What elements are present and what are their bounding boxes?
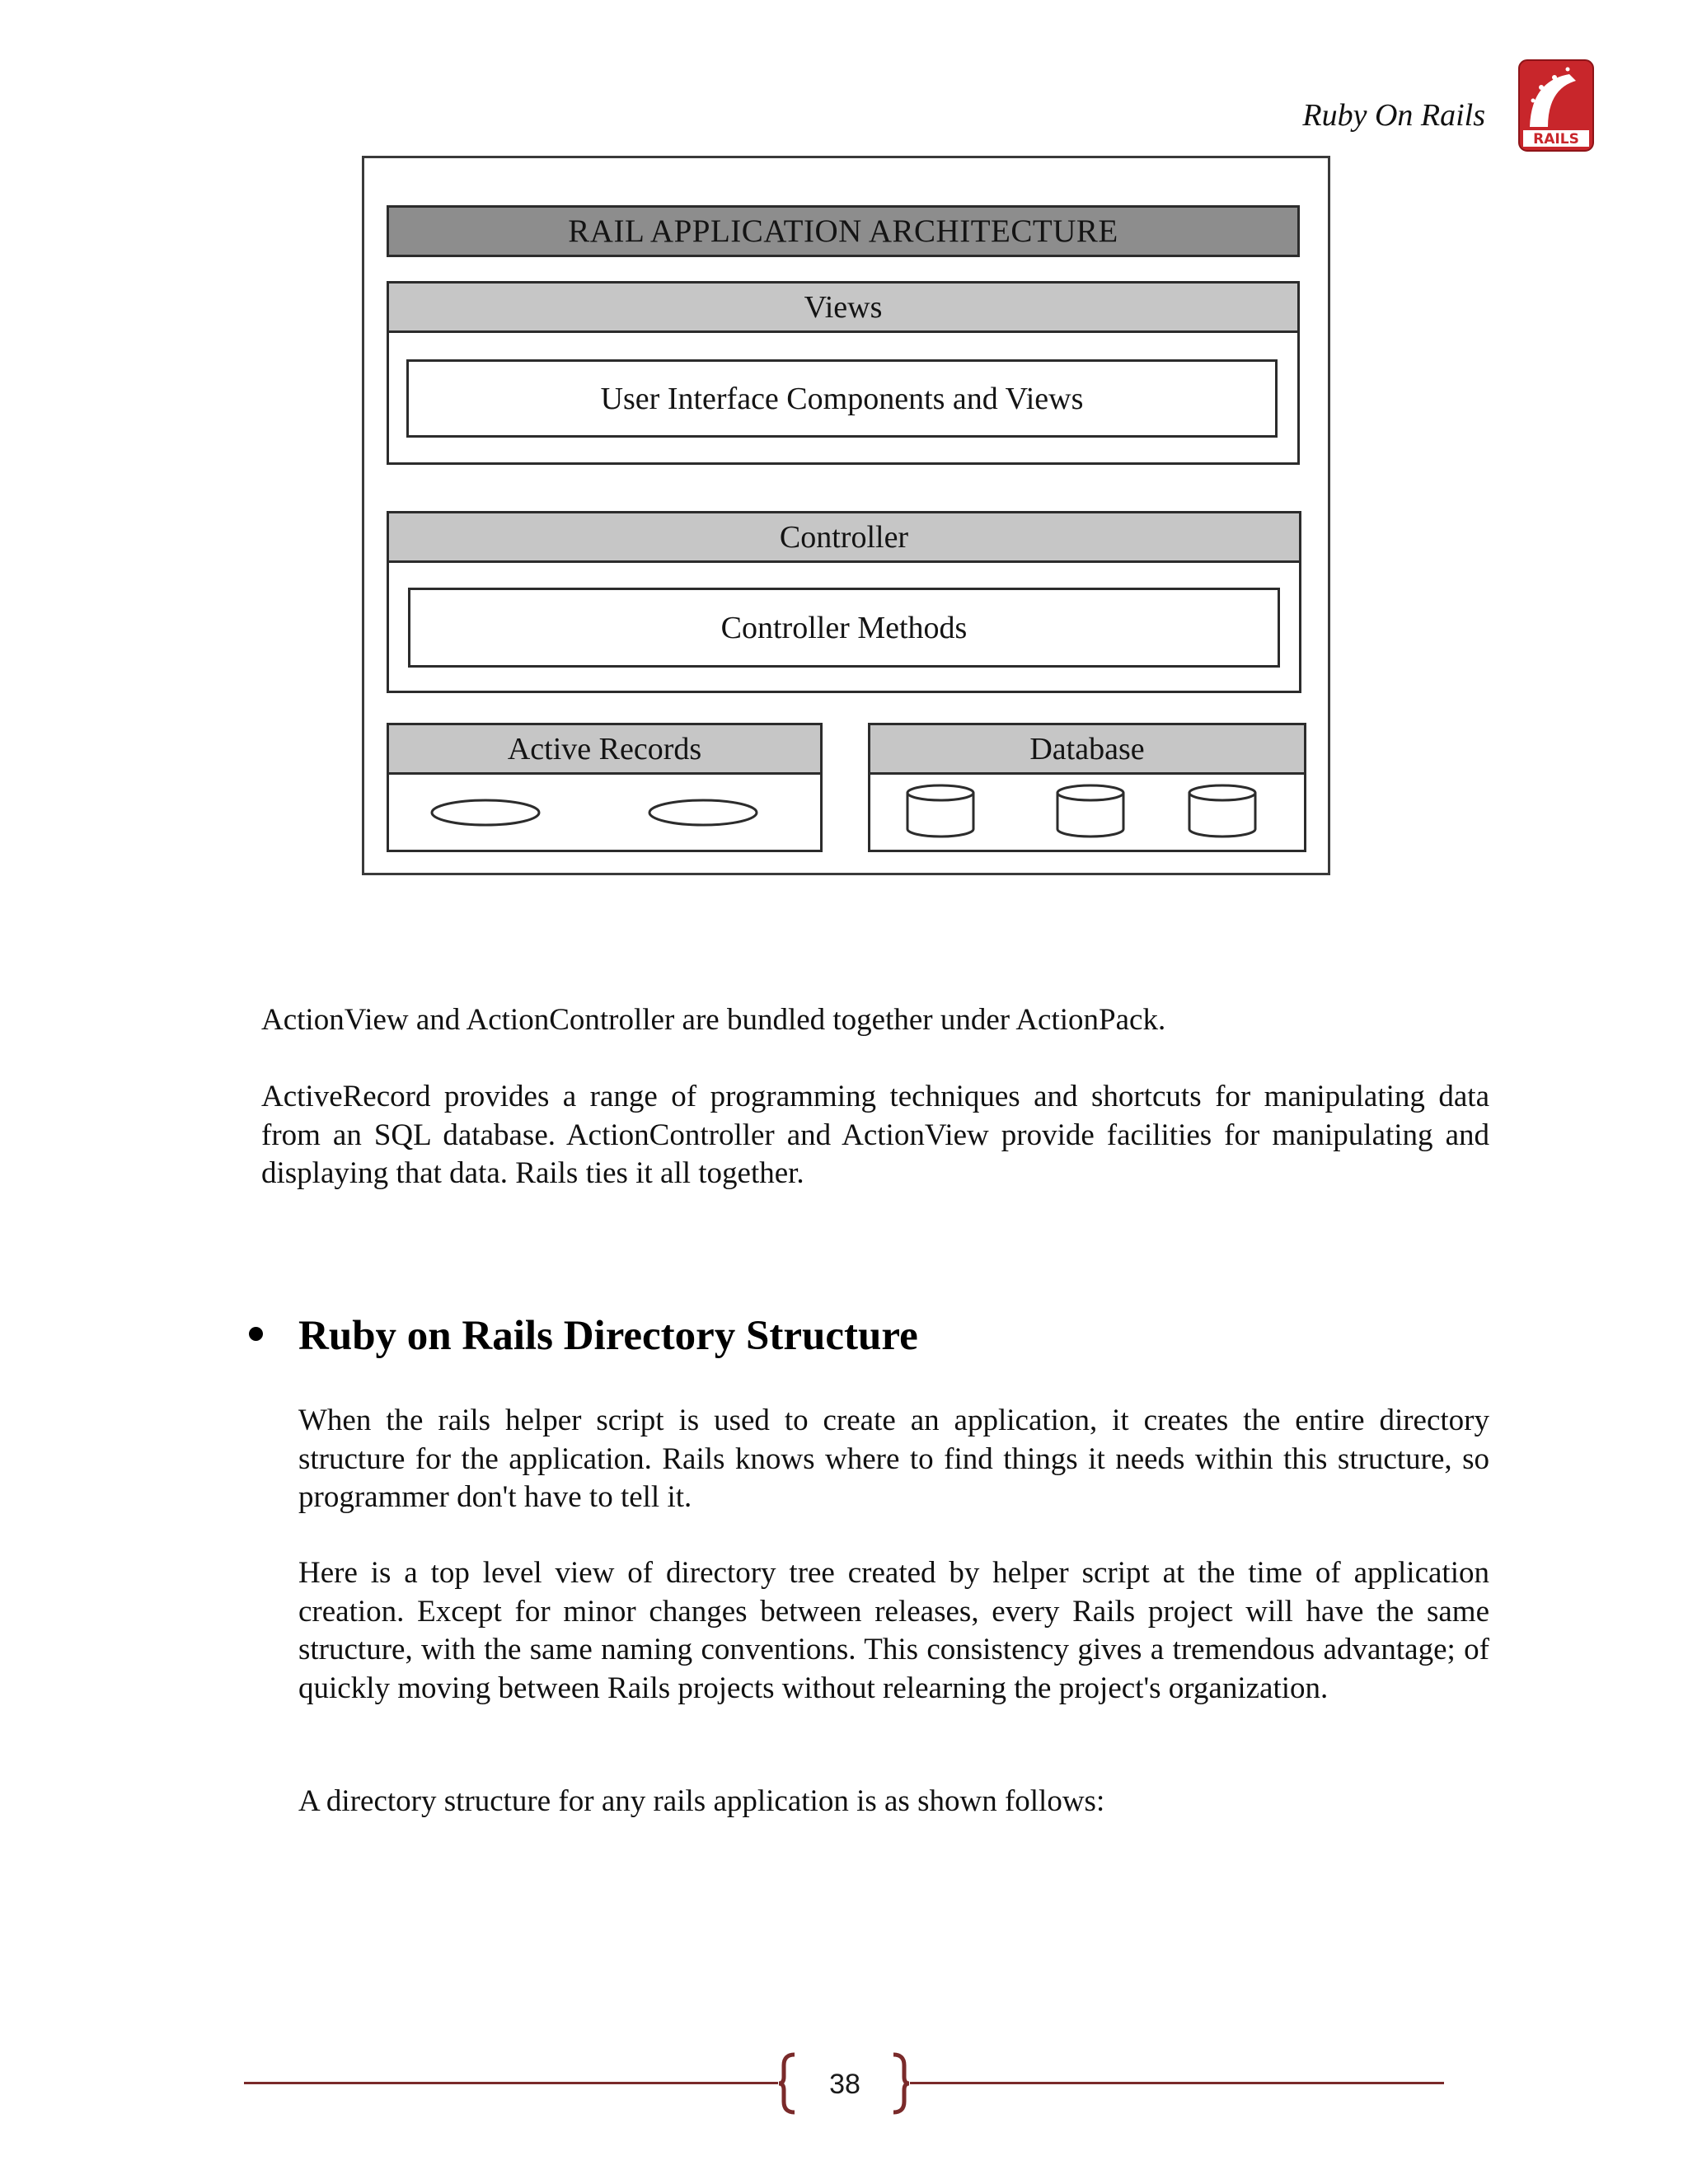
- controller-heading: Controller: [389, 513, 1299, 563]
- database-panel: [868, 723, 1306, 852]
- database-cylinder-1: [907, 785, 973, 837]
- footer-rule-left: [244, 2082, 778, 2084]
- ui-components-box: User Interface Components and Views: [406, 359, 1278, 438]
- active-records-heading: Active Records: [389, 725, 820, 775]
- section-heading: Ruby on Rails Directory Structure: [298, 1313, 918, 1359]
- active-record-shapes: [389, 775, 820, 850]
- views-heading: Views: [389, 284, 1297, 333]
- footer-rule-right: [910, 2082, 1444, 2084]
- logo-text: RAILS: [1533, 131, 1579, 148]
- database-cylinder-2: [1057, 785, 1123, 837]
- paragraph-directory-tree: Here is a top level view of directory tree created by helper script at the time of application creation. Except for minor changes between releases, every Rails project will have the same structure, with the same naming conventions. This consistency gives a tremendous advantage; of quickly moving between Rails projects without relearning the project's organization.: [298, 1556, 1489, 1705]
- database-cylinder-3: [1189, 785, 1255, 837]
- database-shapes: [870, 775, 1304, 850]
- bullet: [249, 1327, 263, 1341]
- diagram-title: RAIL APPLICATION ARCHITECTURE: [387, 205, 1300, 257]
- page-number: 38: [829, 2069, 860, 2100]
- rails-logo: [1518, 59, 1594, 152]
- database-heading: Database: [870, 725, 1304, 775]
- active-record-ellipse-2: [649, 800, 757, 825]
- paragraph-actionpack: ActionView and ActionController are bundled together under ActionPack.: [261, 1003, 1166, 1037]
- active-record-ellipse-1: [432, 800, 539, 825]
- paragraph-structure-intro: A directory structure for any rails application is as shown follows:: [298, 1784, 1105, 1818]
- footer-brace-left-icon: [778, 2052, 798, 2115]
- active-records-panel: [387, 723, 823, 852]
- running-title: Ruby On Rails: [1302, 98, 1485, 133]
- paragraph-helper-script: When the rails helper script is used to create an application, it creates the entire directory structure for the application. Rails knows where to find things it needs within this structure, so programmer don't have to tell it.: [298, 1404, 1489, 1514]
- footer-brace-right-icon: [890, 2052, 910, 2115]
- controller-methods-box: Controller Methods: [408, 588, 1280, 668]
- paragraph-activerecord: ActiveRecord provides a range of programming techniques and shortcuts for manipulating data from an SQL database. ActionController and ActionView provide facilities for manipulating and displaying that data. Rails ties it all together.: [261, 1080, 1489, 1190]
